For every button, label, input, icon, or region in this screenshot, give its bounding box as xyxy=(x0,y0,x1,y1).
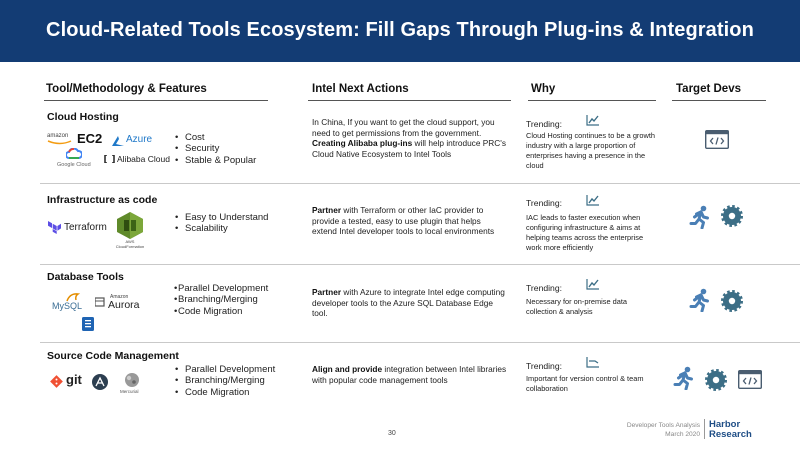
logo-amazon-aurora xyxy=(95,294,145,314)
column-underline-tool xyxy=(44,100,268,101)
mercurial-icon xyxy=(123,372,141,388)
mercurial-wordmark: Mercurial xyxy=(120,389,139,394)
cloudformation-wordmark: AWS CloudFormation xyxy=(115,239,145,249)
footer-note xyxy=(608,421,700,439)
list-item: • Security xyxy=(175,143,220,155)
row-title-cloud-hosting: Cloud Hosting xyxy=(47,111,119,123)
row-divider xyxy=(40,264,800,265)
column-underline-actions xyxy=(308,100,511,101)
gear-icon xyxy=(704,368,728,392)
list-item: • Code Migration xyxy=(175,386,250,398)
source-control-icon xyxy=(92,374,108,390)
logo-aws-cloudformation xyxy=(117,212,143,250)
row-divider xyxy=(40,183,800,184)
git-wordmark: git xyxy=(66,372,82,387)
features-source-code-management xyxy=(175,364,275,398)
action-cloud-hosting: In China, If you want to get the cloud support, you need to get permissions from the government. Creating Alibaba plug-ins will help introduce PRC's Cloud Native Ecosystem to Intel Tools xyxy=(312,117,507,159)
gear-icon xyxy=(720,289,744,313)
alibaba-wordmark: Alibaba Cloud xyxy=(117,154,170,164)
cloudformation-icon xyxy=(117,212,143,239)
terraform-icon xyxy=(48,221,61,234)
why-database-tools: Necessary for on-premise data collection & analysis xyxy=(526,297,628,316)
aurora-wordmark: Aurora xyxy=(108,299,140,311)
aurora-icon xyxy=(95,297,105,307)
trend-label: Trending: xyxy=(526,119,562,129)
row-title-database-tools: Database Tools xyxy=(47,271,124,283)
footer-divider xyxy=(704,419,705,439)
azure-icon xyxy=(112,136,124,146)
why-cloud-hosting: Cloud Hosting continues to be a growth industry with a large proportion of enterprises having a presence in the cloud xyxy=(526,131,656,170)
column-header-devs: Target Devs xyxy=(676,83,741,95)
column-header-tool: Tool/Methodology & Features xyxy=(46,83,207,95)
logo-amazon-ec2 xyxy=(47,131,103,147)
harbor-research-logo xyxy=(709,420,752,440)
why-source-code-management: Important for version control & team collaboration xyxy=(526,374,644,393)
list-item: • Parallel Development xyxy=(175,364,276,375)
brand-line-1: Harbor xyxy=(709,419,741,430)
ec2-wordmark: EC2 xyxy=(77,131,103,146)
list-item: •Branching/Merging xyxy=(174,294,258,306)
gear-icon xyxy=(720,204,744,228)
trending-up-icon xyxy=(586,194,600,206)
list-item: • Scalability xyxy=(175,223,228,235)
list-item: •Parallel Development xyxy=(174,283,269,294)
column-header-actions: Intel Next Actions xyxy=(312,83,409,95)
list-item: • Easy to Understand xyxy=(175,212,269,223)
amazon-smile-icon xyxy=(47,140,73,145)
logo-google-cloud xyxy=(57,148,97,174)
page-number: 30 xyxy=(388,430,396,437)
list-item: • Branching/Merging xyxy=(175,375,265,387)
trend-label: Trending: xyxy=(526,198,562,208)
google-cloud-icon xyxy=(66,148,82,159)
logo-mysql xyxy=(52,292,86,314)
runner-icon xyxy=(688,205,712,229)
trend-label: Trending: xyxy=(526,361,562,371)
row-divider xyxy=(40,342,800,343)
alibaba-cloud-icon xyxy=(104,155,115,163)
terraform-wordmark: Terraform xyxy=(64,222,107,233)
brand-line-2: Research xyxy=(709,429,752,440)
features-infrastructure-as-code xyxy=(175,212,268,235)
trending-up-icon xyxy=(586,114,600,126)
git-icon xyxy=(50,375,63,388)
runner-icon xyxy=(672,366,696,390)
page-title: Cloud-Related Tools Ecosystem: Fill Gaps Through Plug-ins & Integration xyxy=(46,19,754,41)
database-icon xyxy=(82,317,94,331)
column-header-why: Why xyxy=(531,83,556,95)
amazon-wordmark: amazon xyxy=(47,133,69,139)
column-underline-why xyxy=(528,100,656,101)
trending-up-icon xyxy=(586,278,600,290)
list-item: • Cost xyxy=(175,132,205,143)
trending-flat-icon xyxy=(586,356,600,368)
row-title-source-code-management: Source Code Management xyxy=(47,350,179,362)
footer-note-title: Developer Tools Analysis xyxy=(626,422,700,429)
logo-mercurial xyxy=(120,372,144,396)
action-infrastructure-as-code: Partner with Terraform or other IaC provider to provide a tested, easy to use plugin that helps extend Intel developer tools to local environments xyxy=(312,205,495,236)
code-window-icon xyxy=(738,370,762,389)
why-infrastructure-as-code: IAC leads to faster execution when configuring infrastructure & aims at helping teams across the enterprise work more efficiently xyxy=(526,213,644,252)
list-item: •Code Migration xyxy=(174,305,243,317)
action-source-code-management: Align and provide integration between Intel libraries with popular code management tools xyxy=(312,364,507,385)
list-item: • Stable & Popular xyxy=(175,154,257,166)
features-cloud-hosting xyxy=(175,132,256,166)
aurora-amazon-wordmark: Amazon xyxy=(110,294,129,300)
column-underline-devs xyxy=(672,100,766,101)
features-database-tools xyxy=(174,283,268,317)
trend-label: Trending: xyxy=(526,283,562,293)
code-window-icon xyxy=(705,130,729,149)
footer-note-date: March 2020 xyxy=(665,431,700,438)
azure-wordmark: Azure xyxy=(126,134,153,145)
mysql-wordmark: MySQL xyxy=(52,301,83,311)
row-title-infrastructure-as-code: Infrastructure as code xyxy=(47,194,158,206)
action-database-tools: Partner with Azure to integrate Intel edge computing developer tools to the Azure SQL Database Edge tool. xyxy=(312,287,505,318)
runner-icon xyxy=(688,288,712,312)
google-cloud-wordmark: Google Cloud xyxy=(57,162,91,168)
